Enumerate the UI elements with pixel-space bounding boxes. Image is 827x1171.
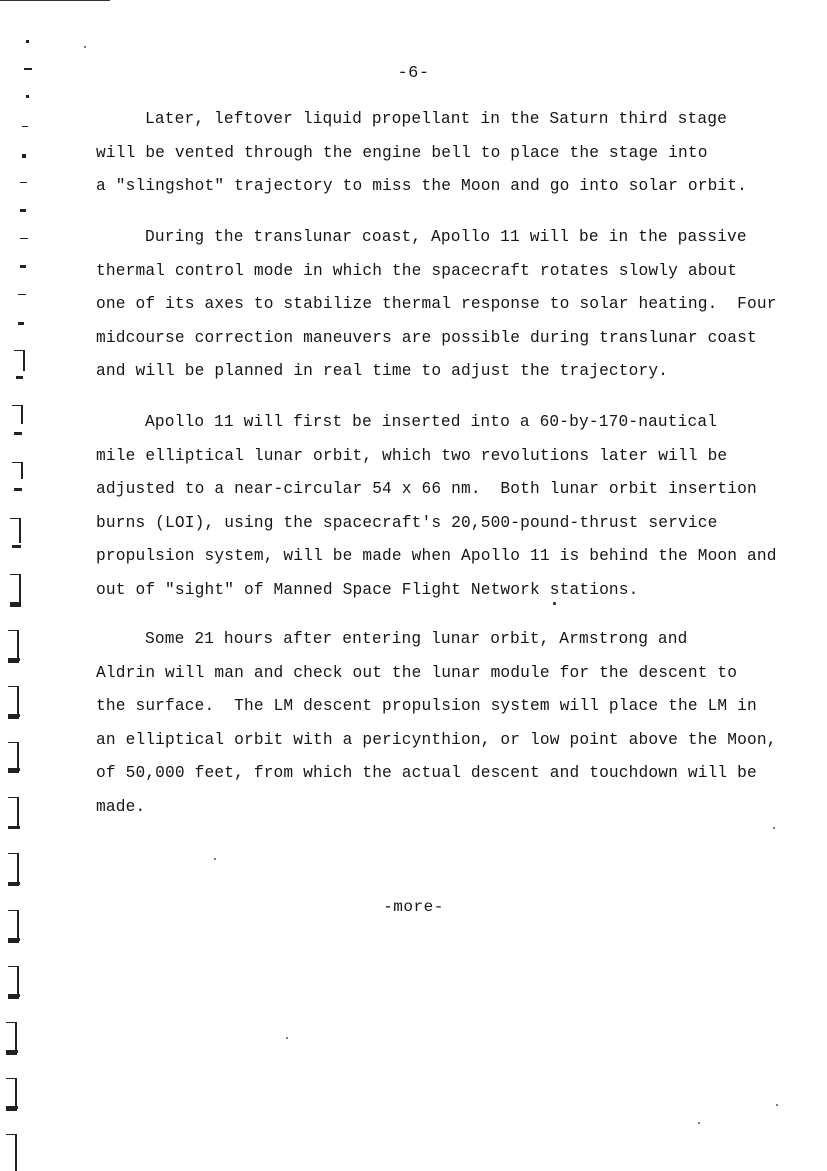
text-line: Aldrin will man and check out the lunar module for the descent to — [96, 663, 738, 682]
margin-mark — [10, 602, 20, 605]
margin-mark — [20, 265, 26, 268]
margin-mark — [8, 882, 20, 885]
margin-bracket — [6, 1134, 17, 1171]
text-line: burns (LOI), using the spacecraft's 20,500-pound-thrust service — [96, 513, 718, 532]
margin-mark — [20, 238, 28, 239]
text-line: mile elliptical lunar orbit, which two revolutions later will be — [96, 446, 728, 465]
paragraph-1 — [96, 103, 796, 204]
scan-speck — [84, 46, 86, 48]
margin-mark — [8, 714, 20, 717]
text-line: midcourse correction maneuvers are possible during translunar coast — [96, 328, 757, 347]
text-line: one of its axes to stabilize thermal response to solar heating. Four — [96, 295, 777, 314]
scan-speck — [698, 1122, 700, 1124]
margin-mark — [8, 938, 20, 941]
page-number: -6- — [397, 64, 430, 83]
margin-bracket — [12, 405, 23, 424]
margin-mark — [8, 994, 20, 997]
margin-mark — [8, 768, 20, 771]
margin-mark — [16, 376, 23, 379]
margin-mark — [26, 40, 29, 43]
text-line: During the translunar coast, Apollo 11 will be in the passive — [145, 228, 747, 246]
text-line: and will be planned in real time to adjust the trajectory. — [96, 362, 669, 381]
text-line: propulsion system, will be made when Apollo 11 is behind the Moon and — [96, 547, 777, 566]
margin-mark — [14, 432, 22, 435]
text-line: of 50,000 feet, from which the actual descent and touchdown will be — [96, 764, 757, 783]
scan-speck — [773, 827, 775, 829]
binder-margin — [0, 0, 40, 1170]
margin-mark — [12, 545, 21, 548]
text-line: made. — [96, 797, 146, 816]
scan-speck — [553, 602, 556, 605]
margin-mark — [14, 488, 22, 491]
paragraph-3 — [96, 406, 796, 608]
margin-mark — [6, 1050, 18, 1053]
text-line: thermal control mode in which the spacecraft rotates slowly about — [96, 261, 738, 280]
margin-mark — [18, 322, 24, 325]
margin-mark — [20, 209, 26, 212]
margin-mark — [8, 658, 20, 661]
margin-bracket — [12, 462, 23, 479]
paragraph-4 — [96, 623, 796, 825]
margin-mark — [26, 95, 29, 98]
text-line: adjusted to a near-circular 54 x 66 nm. Both lunar orbit insertion — [96, 480, 757, 499]
text-line: out of "sight" of Manned Space Flight Network stations. — [96, 580, 639, 599]
paragraph-2 — [96, 221, 796, 389]
scan-speck — [286, 1037, 288, 1039]
margin-mark — [8, 826, 20, 829]
margin-bracket — [14, 350, 25, 371]
continuation-marker: -more- — [383, 898, 444, 916]
text-line: Later, leftover liquid propellant in the Saturn third stage — [145, 110, 727, 128]
text-line: an elliptical orbit with a pericynthion, or low point above the Moon, — [96, 730, 777, 749]
margin-bracket — [10, 518, 21, 543]
scan-speck — [776, 1104, 778, 1106]
text-line: will be vented through the engine bell to place the stage into — [96, 143, 708, 162]
margin-mark — [22, 126, 28, 127]
margin-mark — [22, 154, 26, 158]
text-line: Apollo 11 will first be inserted into a 60-by-170-nautical — [145, 413, 718, 431]
text-line: Some 21 hours after entering lunar orbit, Armstrong and — [145, 630, 688, 648]
margin-mark — [6, 1106, 18, 1109]
margin-bracket — [8, 797, 19, 828]
margin-mark — [18, 294, 26, 295]
text-line: a "slingshot" trajectory to miss the Moon and go into solar orbit. — [96, 177, 748, 196]
text-line: the surface. The LM descent propulsion system will place the LM in — [96, 697, 757, 716]
margin-mark — [20, 182, 27, 183]
scan-speck — [214, 858, 216, 860]
